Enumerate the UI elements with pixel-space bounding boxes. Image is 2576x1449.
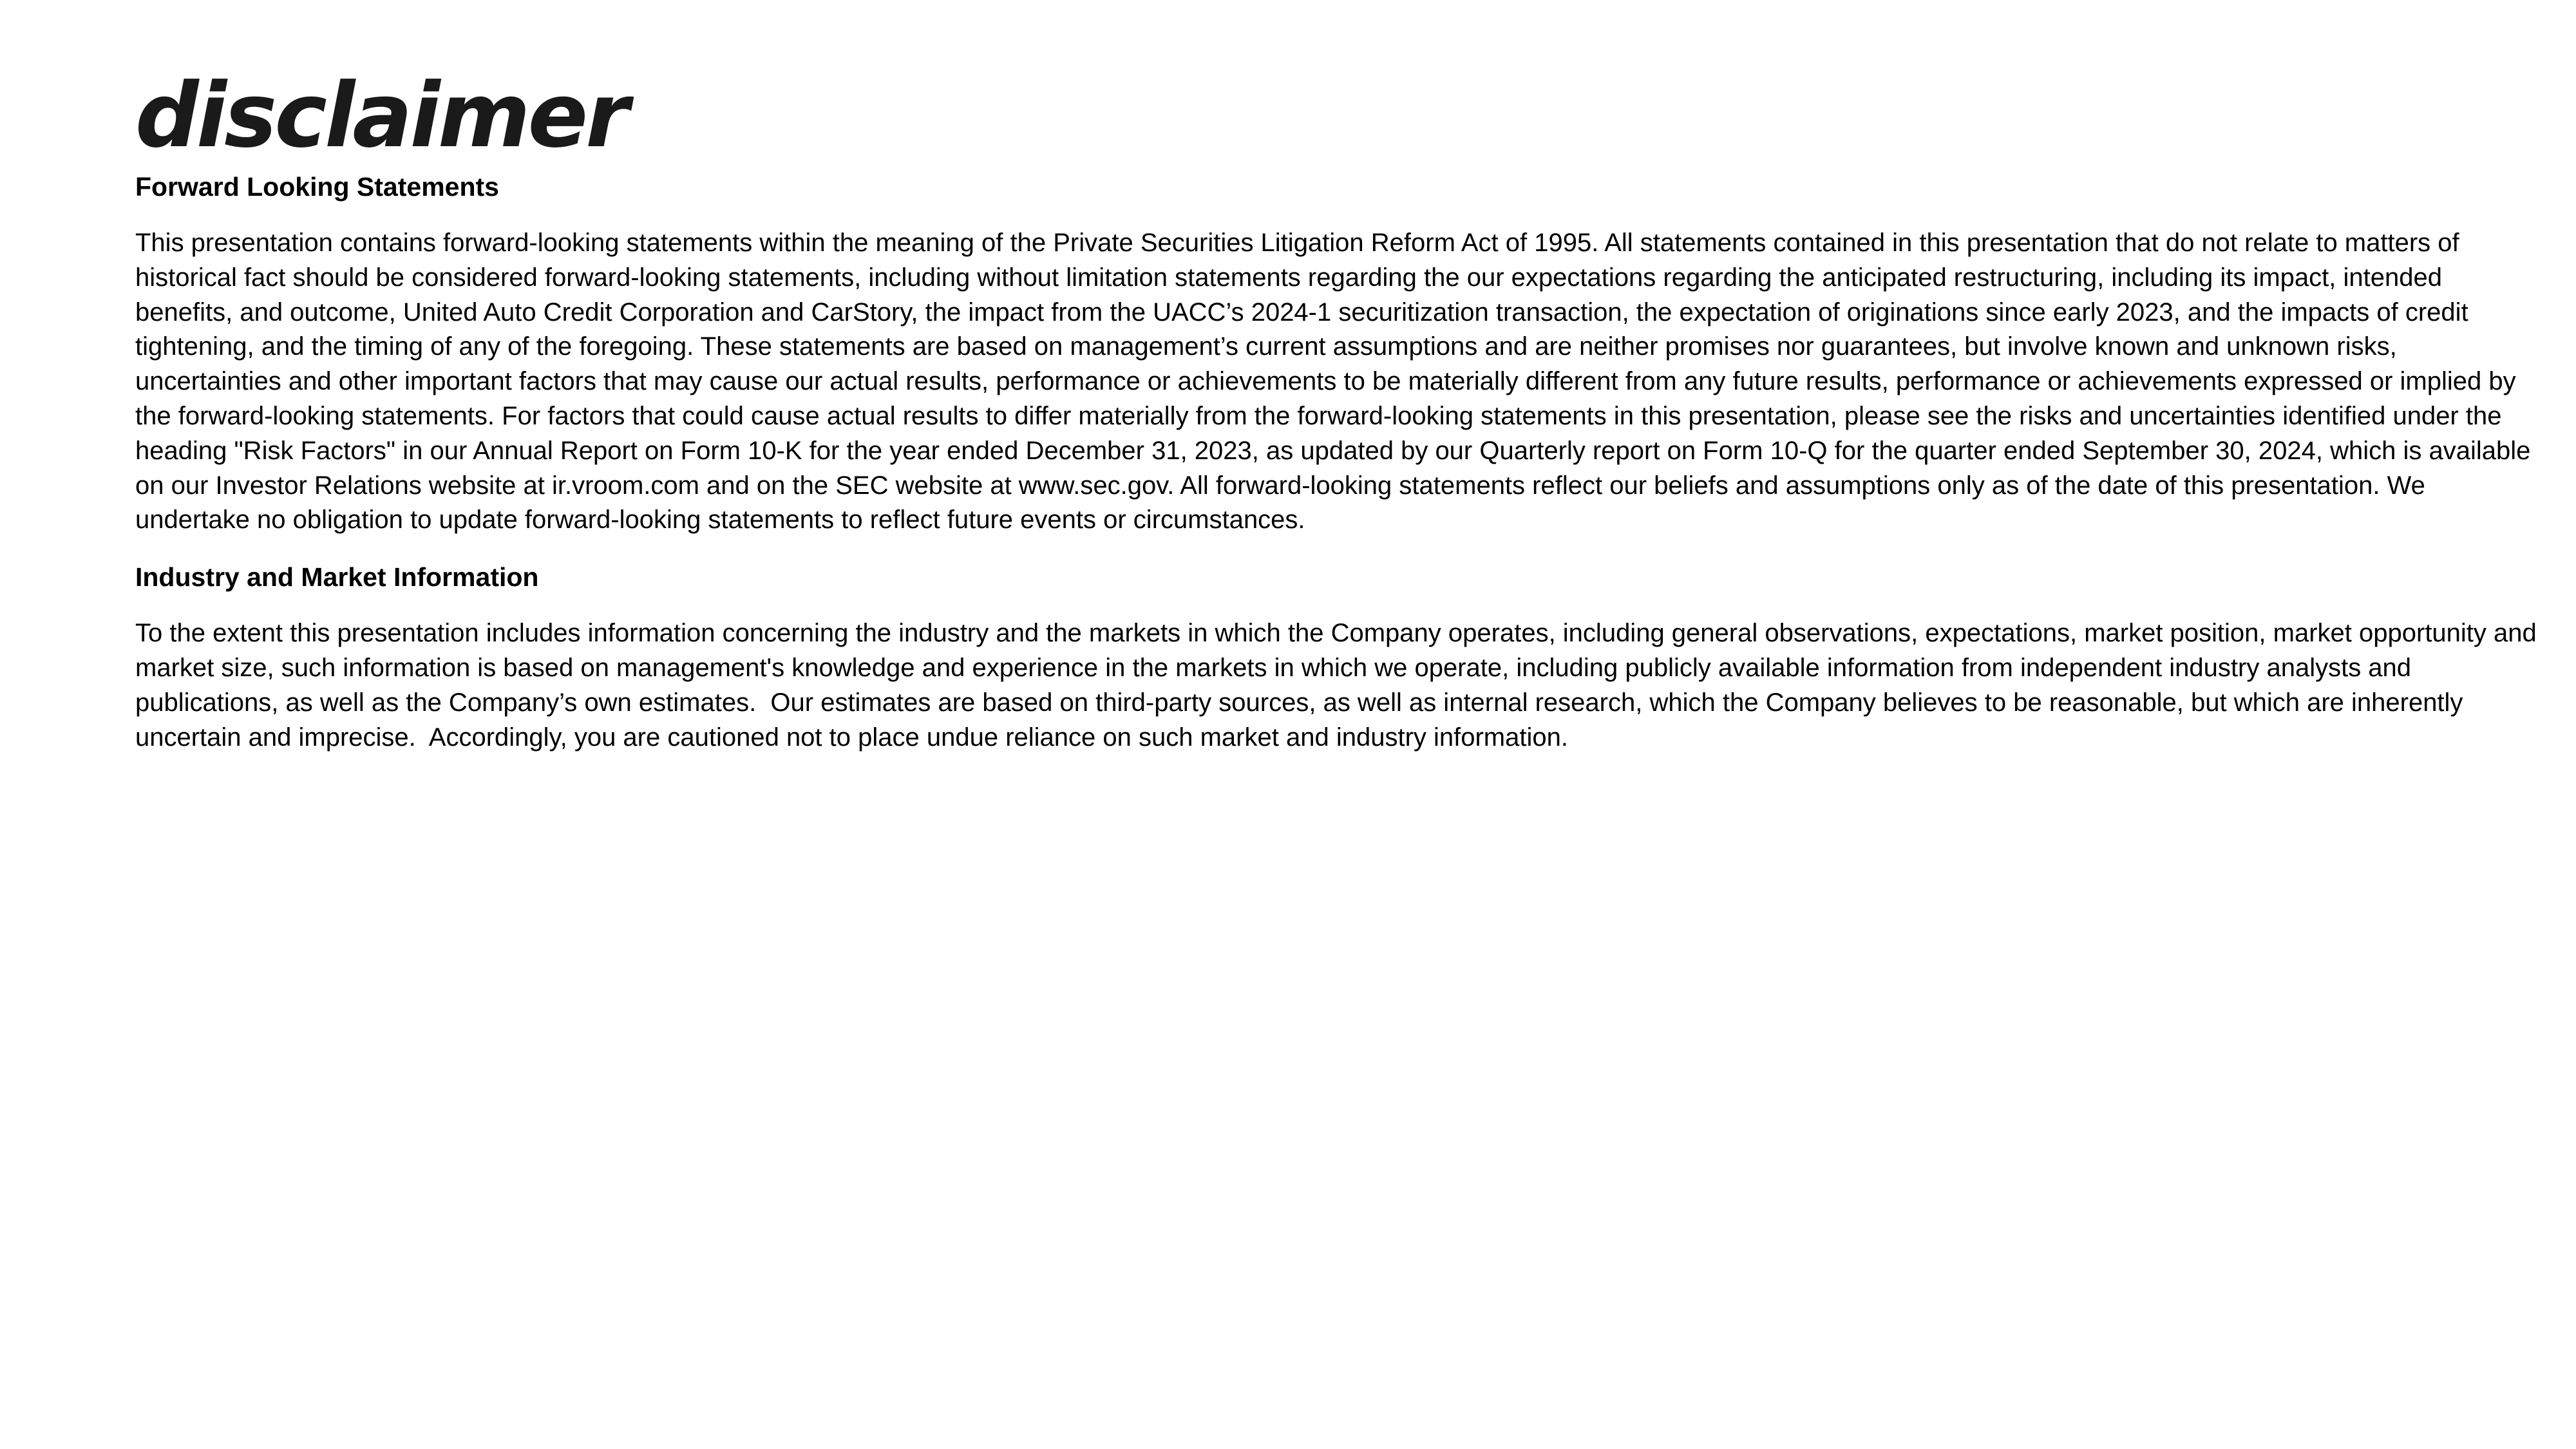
section-heading-industry-market: Industry and Market Information [135,562,539,592]
slide-content [135,64,2544,755]
section-heading-forward-looking: Forward Looking Statements [135,172,499,202]
section-body-forward-looking: This presentation contains forward-looking statements within the meaning of the Private Securities Litigation Reform Act of 1995. All statements contained in this presentation that do not relate to matters of historical fact should be considered forward-looking statements, including without limitation statements regarding the our expectations regarding the anticipated restructuring, including its impact, intended benefits, and outcome, United Auto Credit Corporation and CarStory, the impact from the UACC’s 2024-1 securitization transaction, the expectation of originations since early 2023, and the impacts of credit tightening, and the timing of any of the foregoing. These statements are based on management’s current assumptions and are neither promises nor guarantees, but involve known and unknown risks, uncertainties and other important factors that may cause our actual results, performance or achievements to be materially different from any future results, performance or achievements expressed or implied by the forward-looking statements. For factors that could cause actual results to differ materially from the forward-looking statements in this presentation, please see the risks and uncertainties identified under the heading "Risk Factors" in our Annual Report on Form 10-K for the year ended December 31, 2023, as updated by our Quarterly report on Form 10-Q for the quarter ended September 30, 2024, which is available on our Investor Relations website at ir.vroom.com and on the SEC website at www.sec.gov. All forward-looking statements reflect our beliefs and assumptions only as of the date of this presentation. We undertake no obligation to update forward-looking statements to reflect future events or circumstances. [135,229,2538,535]
section-body-industry-market: To the extent this presentation includes information concerning the industry and the markets in which the Company operates, including general observations, expectations, market position, market opportunity and market size, such information is based on management's knowledge and experience in the markets in which we operate, including publicly available information from independent industry analysts and publications, as well as the Company’s own estimates. Our estimates are based on third-party sources, as well as internal research, which the Company believes to be reasonable, but which are inherently uncertain and imprecise. Accordingly, you are cautioned not to place undue reliance on such market and industry information. [135,619,2544,752]
page-title: disclaimer [135,64,627,167]
